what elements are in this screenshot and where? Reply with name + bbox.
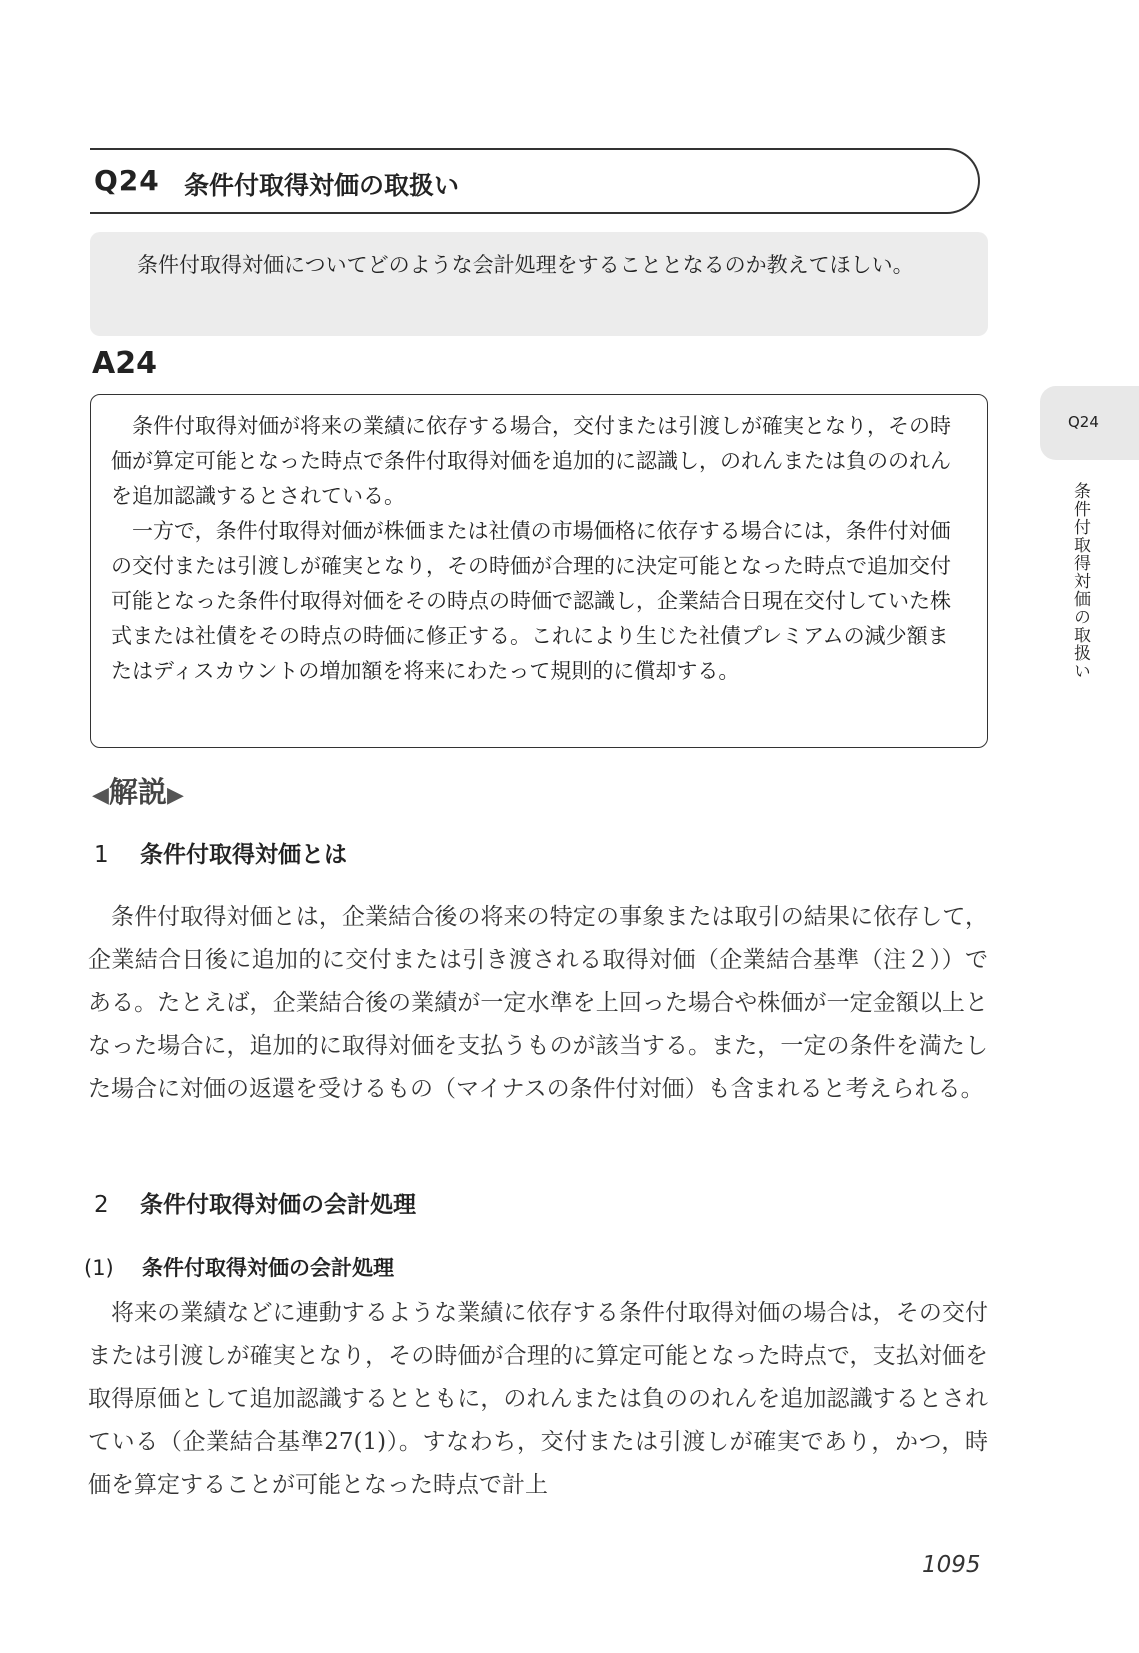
- section-number: 1: [94, 842, 109, 868]
- subsection-body: [88, 1292, 988, 1507]
- question-text: 条件付取得対価についてどのような会計処理をすることとなるのか教えてほしい。: [137, 253, 914, 277]
- subsection-heading: [84, 1252, 394, 1282]
- body-paragraph: 条件付取得対価とは，企業結合後の将来の特定の事象または取引の結果に依存して，企業結合日後に追加的に交付または引き渡される取得対価（企業結合基準（注２））である。たとえば，企業結合後の業績が一定水準を上回った場合や株価が一定金額以上となった場合に，追加的に取得対価を支払うものが該当する。また，一定の条件を満たした場合に対価の返還を受けるもの（マイナスの条件付対価）も含まれると考えられる。: [88, 904, 988, 1102]
- commentary-heading-text: 解説: [108, 775, 167, 809]
- section-heading-1: [94, 836, 347, 869]
- triangle-left-icon: ◀: [92, 783, 109, 808]
- commentary-heading: [92, 770, 184, 811]
- question-title: 条件付取得対価の取扱い: [184, 171, 460, 200]
- answer-paragraph: 条件付取得対価が将来の業績に依存する場合，交付または引渡しが確実となり，その時価が算定可能となった時点で条件付取得対価を追加的に認識し，のれんまたは負ののれんを追加認識するとされている。: [111, 414, 951, 508]
- section-number: 2: [94, 1192, 109, 1218]
- side-index-tab: [1040, 386, 1139, 460]
- body-paragraph: 将来の業績などに連動するような業績に依存する条件付取得対価の場合は，その交付または引渡しが確実となり，その時価が合理的に算定可能となった時点で，支払対価を取得原価として追加認識するとともに，のれんまたは負ののれんを追加認識するとされている（企業結合基準27(1)）。すなわち，交付または引渡しが確実であり，かつ，時価を算定することが可能となった時点で計上: [88, 1300, 988, 1498]
- answer-label: A24: [92, 346, 157, 381]
- side-tab-label: Q24: [1068, 413, 1099, 431]
- subsection-number: (1): [84, 1256, 114, 1280]
- section-title: 条件付取得対価とは: [140, 842, 347, 868]
- answer-box: [90, 394, 988, 748]
- section-heading-2: [94, 1186, 416, 1219]
- question-header: [90, 148, 980, 214]
- page-number: 1095: [922, 1552, 981, 1578]
- side-running-title: 条件付取得対価の取扱い: [1070, 482, 1090, 680]
- answer-paragraph: 一方で，条件付取得対価が株価または社債の市場価格に依存する場合には，条件付対価の交付または引渡しが確実となり，その時価が合理的に決定可能となった時点で追加交付可能となった条件付取得対価をその時点の時価で認識し，企業結合日現在交付していた株式または社債をその時点の時価に修正する。これにより生じた社債プレミアムの減少額またはディスカウントの増加額を将来にわたって規則的に償却する。: [111, 519, 951, 683]
- section-title: 条件付取得対価の会計処理: [140, 1192, 416, 1218]
- question-box: [90, 232, 988, 336]
- question-number: Q24: [94, 164, 160, 197]
- subsection-title: 条件付取得対価の会計処理: [142, 1256, 394, 1280]
- triangle-right-icon: ▶: [166, 783, 184, 808]
- section-1-body: [88, 896, 988, 1111]
